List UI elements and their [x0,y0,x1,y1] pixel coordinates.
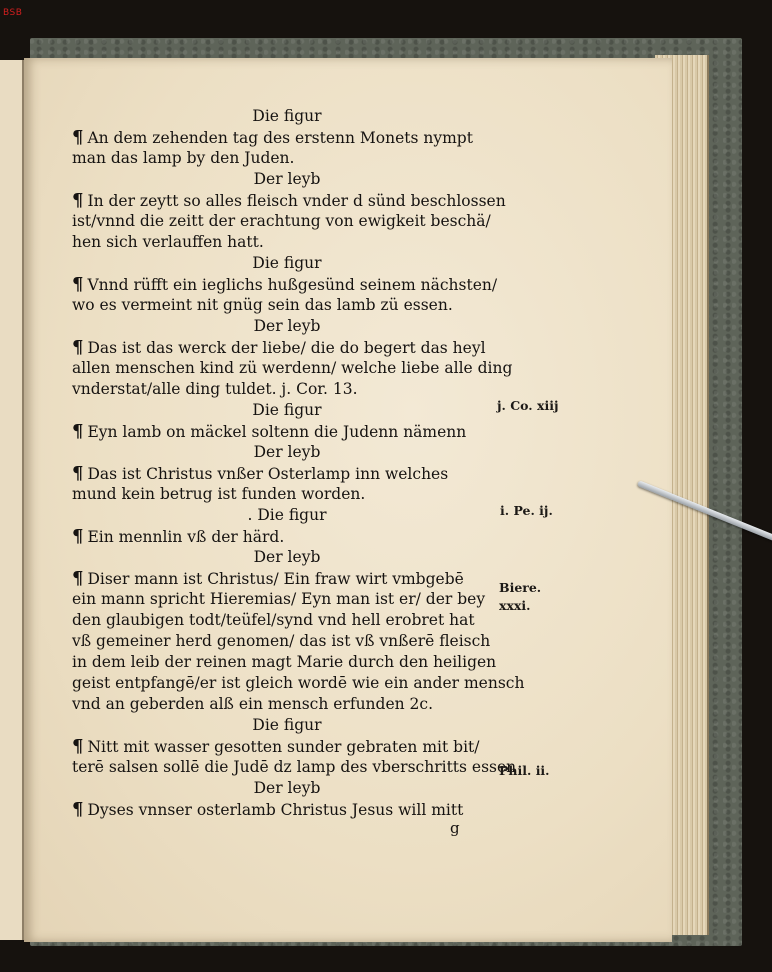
margin-note: j. Co. xiij [497,398,559,413]
text-line [72,232,502,253]
line-text: Der leyb [253,779,321,797]
text-line [72,736,502,757]
section-heading [72,400,502,421]
section-heading [72,316,502,337]
paragraph-mark: ¶ [72,736,84,757]
line-text: man das lamp by den Juden. [72,149,295,167]
line-text: Der leyb [253,443,321,461]
text-line [72,526,502,547]
line-text: wo es vermeint nit gnüg sein das lamb zü essen. [72,296,453,314]
text-line [72,337,502,358]
paragraph-mark: ¶ [72,127,84,148]
line-text: ein mann spricht Hieremias/ Eyn man ist er/ der bey [72,590,486,608]
paragraph-mark: ¶ [72,421,84,442]
line-text: . Die figur [247,506,327,524]
paragraph-mark: ¶ [72,463,84,484]
line-text: Die figur [252,716,322,734]
text-line [72,568,502,589]
paragraph-mark: ¶ [72,190,84,211]
line-text: Ein mennlin vß der härd. [87,528,285,546]
text-line [72,274,502,295]
section-heading [72,778,502,799]
section-heading [72,505,502,526]
paragraph-mark: ¶ [72,568,84,589]
line-text: Der leyb [253,170,321,188]
line-text: geist entpfangē/er ist gleich wordē wie ein ander mensch [72,674,525,692]
text-line [72,799,502,820]
line-text: vß gemeiner herd genomen/ das ist vß vnßerē fleisch [72,632,491,650]
text-line [72,379,502,400]
line-text: Nitt mit wasser gesotten sunder gebraten mit bit/ [87,738,480,756]
library-stamp: BSB [3,8,23,18]
line-text: Diser mann ist Christus/ Ein fraw wirt vmbgebē [87,570,464,588]
line-text: Vnnd rüfft ein ieglichs hußgesünd seinem nächsten/ [87,276,498,294]
text-line [72,421,502,442]
text-line [72,631,502,652]
line-text: Der leyb [253,317,321,335]
line-text: Das ist Christus vnßer Osterlamp inn welches [87,465,449,483]
text-line [72,652,502,673]
text-line [72,148,502,169]
line-text: Die figur [252,401,322,419]
line-text: Die figur [252,254,322,272]
paragraph-mark: ¶ [72,274,84,295]
text-line [72,610,502,631]
line-text: vnd an geberden alß ein mensch erfunden 2c. [72,695,434,713]
text-line [72,127,502,148]
text-line [72,757,517,778]
text-line [72,295,502,316]
text-line [72,190,506,211]
section-heading [72,547,502,568]
line-text: In der zeytt so alles fleisch vnder d sünd beschlossen [87,192,506,210]
section-heading [72,715,502,736]
paragraph-mark: ¶ [72,337,84,358]
line-text: mund kein betrug ist funden worden. [72,485,366,503]
margin-note: Phil. ii. [499,763,550,778]
text-line [72,358,513,379]
line-text: hen sich verlauffen hatt. [72,233,264,251]
line-text: den glaubigen todt/teüfel/synd vnd hell erobret hat [72,611,475,629]
line-text: Das ist das werck der liebe/ die do begert das heyl [87,339,486,357]
line-text: Eyn lamb on mäckel soltenn die Judenn nämenn [87,423,467,441]
line-text: ist/vnnd die zeitt der erachtung von ewigkeit beschä/ [72,212,491,230]
line-text: vnderstat/alle ding tuldet. j. Cor. 13. [72,380,358,398]
section-heading [72,442,502,463]
text-line [72,589,502,610]
signature-mark: g [450,819,460,837]
section-heading [72,169,502,190]
line-text: An dem zehenden tag des erstenn Monets nympt [87,129,473,147]
text-line [72,463,502,484]
text-line [72,484,502,505]
line-text: Dyses vnnser osterlamb Christus Jesus will mitt [87,801,464,819]
line-text: in dem leib der reinen magt Marie durch den heiligen [72,653,497,671]
margin-note: xxxi. [499,598,531,613]
text-line [72,211,502,232]
margin-note: Biere. [499,580,542,595]
line-text: allen menschen kind zü werdenn/ welche liebe alle ding [72,359,513,377]
left-page-edge [0,60,24,940]
paragraph-mark: ¶ [72,526,84,547]
text-line [72,694,502,715]
line-text: Der leyb [253,548,321,566]
line-text: terē salsen sollē die Judē dz lamp des vberschritts essen [72,758,517,776]
paragraph-mark: ¶ [72,799,84,820]
section-heading [72,253,502,274]
margin-note: i. Pe. ij. [500,503,553,518]
text-line [72,673,525,694]
line-text: Die figur [252,107,322,125]
section-heading [72,106,502,127]
